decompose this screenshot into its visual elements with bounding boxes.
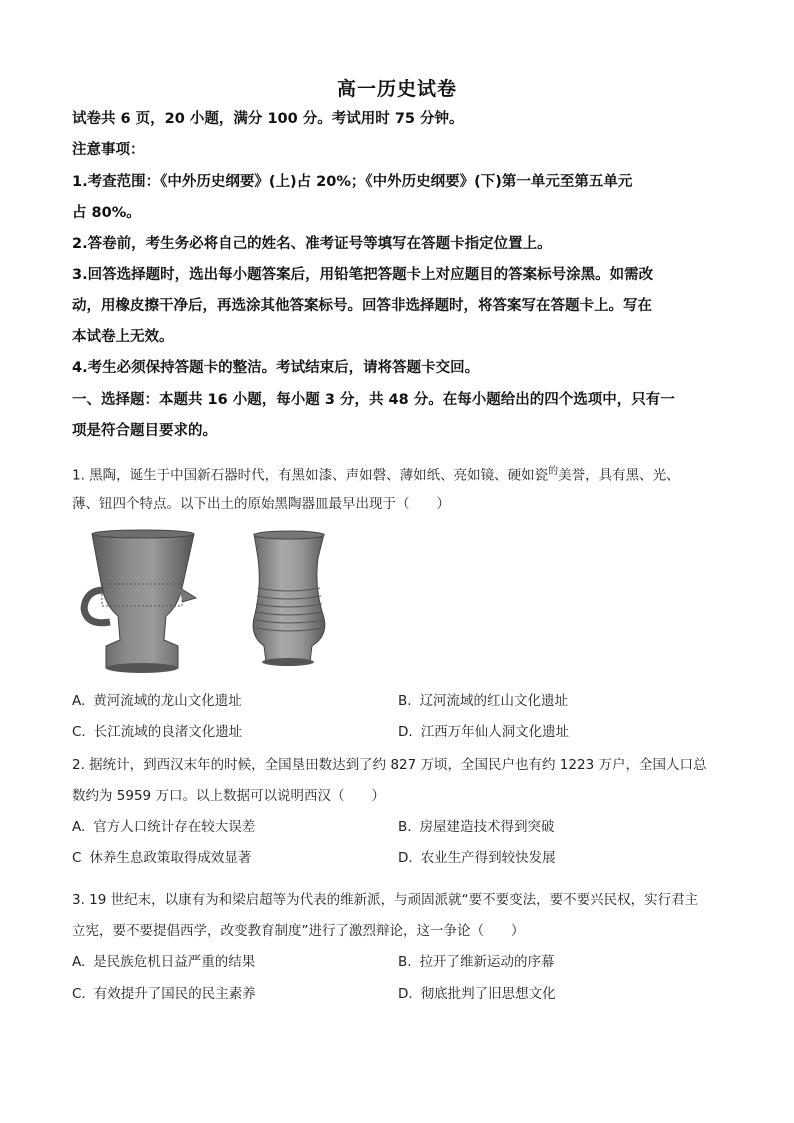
q2-option-b[interactable] bbox=[398, 817, 555, 837]
option-text: 是民族危机日益严重的结果 bbox=[93, 954, 256, 970]
option-letter: B. bbox=[398, 954, 412, 970]
tall-ringed-cup bbox=[253, 531, 325, 666]
option-text: 辽河流域的红山文化遗址 bbox=[419, 693, 569, 709]
q2-option-c[interactable] bbox=[72, 848, 251, 868]
section-heading-line-1: 一、选择题：本题共 16 小题，每小题 3 分，共 48 分。在每小题给出的四个选项中，只有一 bbox=[72, 392, 675, 408]
q1-stem-tail: 美誉，具有黑、光、 bbox=[558, 467, 680, 484]
option-letter: D. bbox=[398, 986, 413, 1002]
option-letter: B. bbox=[398, 693, 412, 709]
q1-option-b[interactable] bbox=[398, 691, 568, 711]
q1-stem-line-2: 薄、钮四个特点。以下出土的原始黑陶器皿最早出现于（ ） bbox=[72, 496, 450, 512]
q1-option-c[interactable] bbox=[72, 722, 242, 742]
note-2: 2.答卷前，考生务必将自己的姓名、准考证号等填写在答题卡指定位置上。 bbox=[72, 236, 552, 252]
q1-option-a[interactable] bbox=[72, 691, 242, 711]
q1-stem-text: 1. 黑陶，诞生于中国新石器时代，有黑如漆、声如磬、薄如纸、亮如镜、硬如瓷 bbox=[72, 467, 549, 484]
q3-stem-line-2: 立宪，要不要提倡西学，改变教育制度”进行了激烈辩论，这一争论（ ） bbox=[72, 923, 525, 939]
q3-option-b[interactable] bbox=[398, 952, 555, 972]
option-letter: C. bbox=[72, 986, 86, 1002]
note-3-line-2: 动，用橡皮擦干净后，再选涂其他答案标号。回答非选择题时，将答案写在答题卡上。写在 bbox=[72, 298, 652, 314]
q1-stem-line-1 bbox=[72, 462, 680, 486]
option-letter: D. bbox=[398, 850, 413, 866]
option-letter: A. bbox=[72, 954, 86, 970]
q3-option-a[interactable] bbox=[72, 952, 255, 972]
q2-stem-line-2: 数约为 5959 万口。以上数据可以说明西汉（ ） bbox=[72, 788, 385, 804]
note-1-line-2: 占 80%。 bbox=[72, 205, 141, 221]
cup-with-handle bbox=[84, 530, 196, 673]
option-text: 长江流域的良渚文化遗址 bbox=[93, 724, 243, 740]
q1-option-d[interactable] bbox=[398, 722, 569, 742]
option-letter: D. bbox=[398, 724, 413, 740]
option-letter: A. bbox=[72, 819, 86, 835]
option-letter: C bbox=[72, 850, 82, 866]
note-1-line-1: 1.考查范围：《中外历史纲要》(上)占 20%；《中外历史纲要》(下)第一单元至第五单元 bbox=[72, 174, 633, 190]
option-letter: C. bbox=[72, 724, 86, 740]
note-3-line-1: 3.回答选择题时，选出每小题答案后，用铅笔把答题卡上对应题目的答案标号涂黑。如需改 bbox=[72, 267, 654, 283]
option-letter: A. bbox=[72, 693, 86, 709]
q1-pottery-image bbox=[78, 528, 368, 678]
option-text: 拉开了维新运动的序幕 bbox=[419, 954, 555, 970]
note-3-line-3: 本试卷上无效。 bbox=[72, 329, 174, 345]
black-pottery-illustration bbox=[78, 528, 368, 678]
exam-summary: 试卷共 6 页，20 小题，满分 100 分。考试用时 75 分钟。 bbox=[72, 111, 464, 127]
q3-stem-line-1: 3. 19 世纪末，以康有为和梁启超等为代表的维新派，与顽固派就“要不要变法，要不要兴民权，实行君主 bbox=[72, 892, 699, 908]
q3-option-c[interactable] bbox=[72, 984, 256, 1004]
option-text: 黄河流域的龙山文化遗址 bbox=[93, 693, 242, 709]
page-title: 高一历史试卷 bbox=[336, 78, 457, 100]
q2-option-a[interactable] bbox=[72, 817, 255, 837]
option-text: 休养生息政策取得成效显著 bbox=[89, 850, 252, 866]
q3-option-d[interactable] bbox=[398, 984, 556, 1004]
option-letter: B. bbox=[398, 819, 412, 835]
section-heading-line-2: 项是符合题目要求的。 bbox=[72, 423, 217, 439]
note-4: 4.考生必须保持答题卡的整洁。考试结束后，请将答题卡交回。 bbox=[72, 360, 480, 376]
option-text: 有效提升了国民的民主素养 bbox=[93, 986, 256, 1002]
q2-option-d[interactable] bbox=[398, 848, 556, 868]
q1-stem-sup: 的 bbox=[548, 466, 559, 477]
option-text: 农业生产得到较快发展 bbox=[420, 850, 556, 866]
option-text: 彻底批判了旧思想文化 bbox=[420, 986, 556, 1002]
option-text: 房屋建造技术得到突破 bbox=[419, 819, 555, 835]
option-text: 官方人口统计存在较大误差 bbox=[93, 819, 256, 835]
q2-stem-line-1: 2. 据统计，到西汉末年的时候，全国垦田数达到了约 827 万顷，全国民户也有约 1223 万户，全国人口总 bbox=[72, 757, 707, 773]
notes-heading: 注意事项： bbox=[72, 142, 145, 158]
option-text: 江西万年仙人洞文化遗址 bbox=[420, 724, 570, 740]
